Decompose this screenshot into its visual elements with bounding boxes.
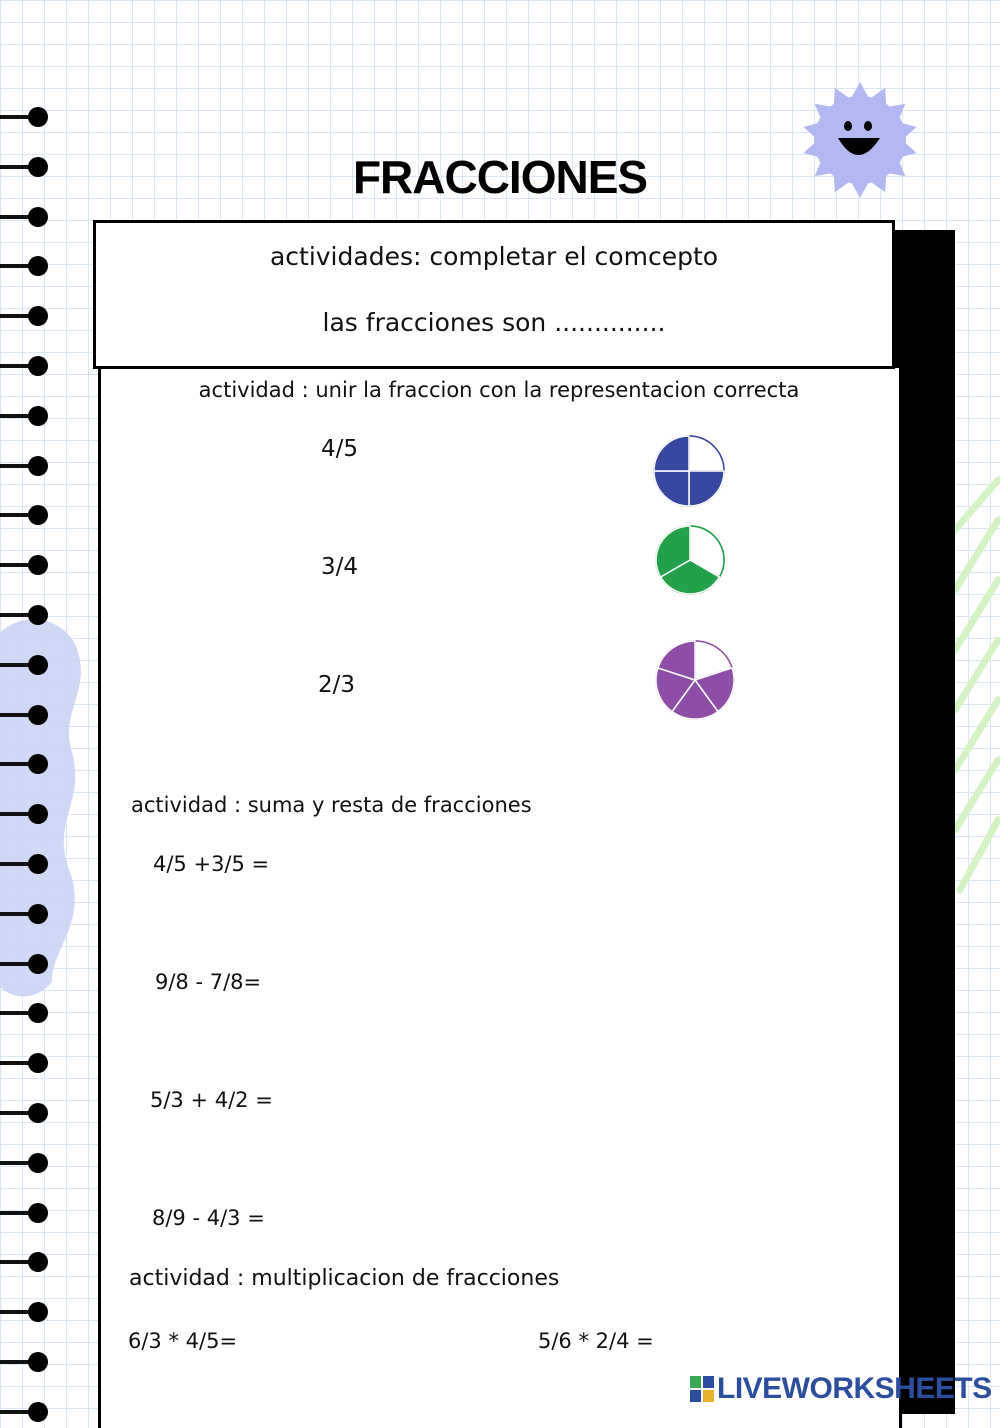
spiral-ring [0, 703, 50, 727]
spiral-ring [0, 304, 50, 328]
spiral-ring [0, 454, 50, 478]
spiral-ring [0, 1051, 50, 1075]
pie-slice [689, 471, 724, 506]
spiral-ring [0, 105, 50, 129]
notebook-spiral [0, 100, 60, 1414]
spiral-ring [0, 952, 50, 976]
spiral-ring [0, 254, 50, 278]
match-fraction[interactable]: 2/3 [318, 672, 356, 698]
multiplication-heading: actividad : multiplicacion de fracciones [129, 1266, 560, 1291]
spiral-ring [0, 1201, 50, 1225]
spiral-ring [0, 1151, 50, 1175]
spiral-ring [0, 553, 50, 577]
spiral-ring [0, 1350, 50, 1374]
spiral-ring [0, 852, 50, 876]
spiral-ring [0, 503, 50, 527]
multiplication-exercise[interactable]: 5/6 * 2/4 = [538, 1329, 654, 1353]
liveworksheets-logo-icon [690, 1376, 714, 1402]
concept-prompt[interactable]: las fracciones son .............. [322, 308, 666, 337]
smiley-sun-icon [800, 82, 920, 198]
sheet-shadow [893, 230, 955, 1414]
add-sub-exercise[interactable]: 8/9 - 4/3 = [152, 1206, 265, 1230]
match-fraction[interactable]: 3/4 [321, 554, 359, 580]
pie-thirds-icon[interactable] [654, 524, 726, 596]
pie-slice [654, 436, 689, 471]
multiplication-exercise[interactable]: 6/3 * 4/5= [128, 1329, 238, 1353]
add-sub-exercise[interactable]: 9/8 - 7/8= [155, 970, 262, 994]
add-sub-exercise[interactable]: 5/3 + 4/2 = [150, 1088, 273, 1112]
spiral-ring [0, 1101, 50, 1125]
pie-slice [689, 436, 724, 471]
spiral-ring [0, 404, 50, 428]
spiral-ring [0, 1250, 50, 1274]
pie-fifths-icon[interactable] [654, 639, 736, 721]
spiral-ring [0, 752, 50, 776]
spiral-ring [0, 603, 50, 627]
spiral-ring [0, 653, 50, 677]
concept-instruction: actividades: completar el comcepto [269, 242, 719, 271]
pie-slice [654, 471, 689, 506]
spiral-ring [0, 902, 50, 926]
liveworksheets-logo [690, 1372, 992, 1406]
liveworksheets-logo-text: LIVEWORKSHEETS [717, 1372, 992, 1405]
matching-heading: actividad : unir la fraccion con la representacion correcta [198, 378, 800, 402]
spiral-ring [0, 1001, 50, 1025]
spiral-ring [0, 1300, 50, 1324]
add-sub-heading: actividad : suma y resta de fracciones [131, 793, 532, 817]
spiral-ring [0, 1400, 50, 1424]
spiral-ring [0, 802, 50, 826]
pie-quarters-icon[interactable] [652, 434, 726, 508]
spiral-ring [0, 205, 50, 229]
add-sub-exercise[interactable]: 4/5 +3/5 = [153, 852, 270, 876]
spiral-ring [0, 354, 50, 378]
match-fraction[interactable]: 4/5 [321, 436, 359, 462]
green-scribble-decoration [950, 470, 1000, 900]
page-title: FRACCIONES [352, 151, 648, 203]
